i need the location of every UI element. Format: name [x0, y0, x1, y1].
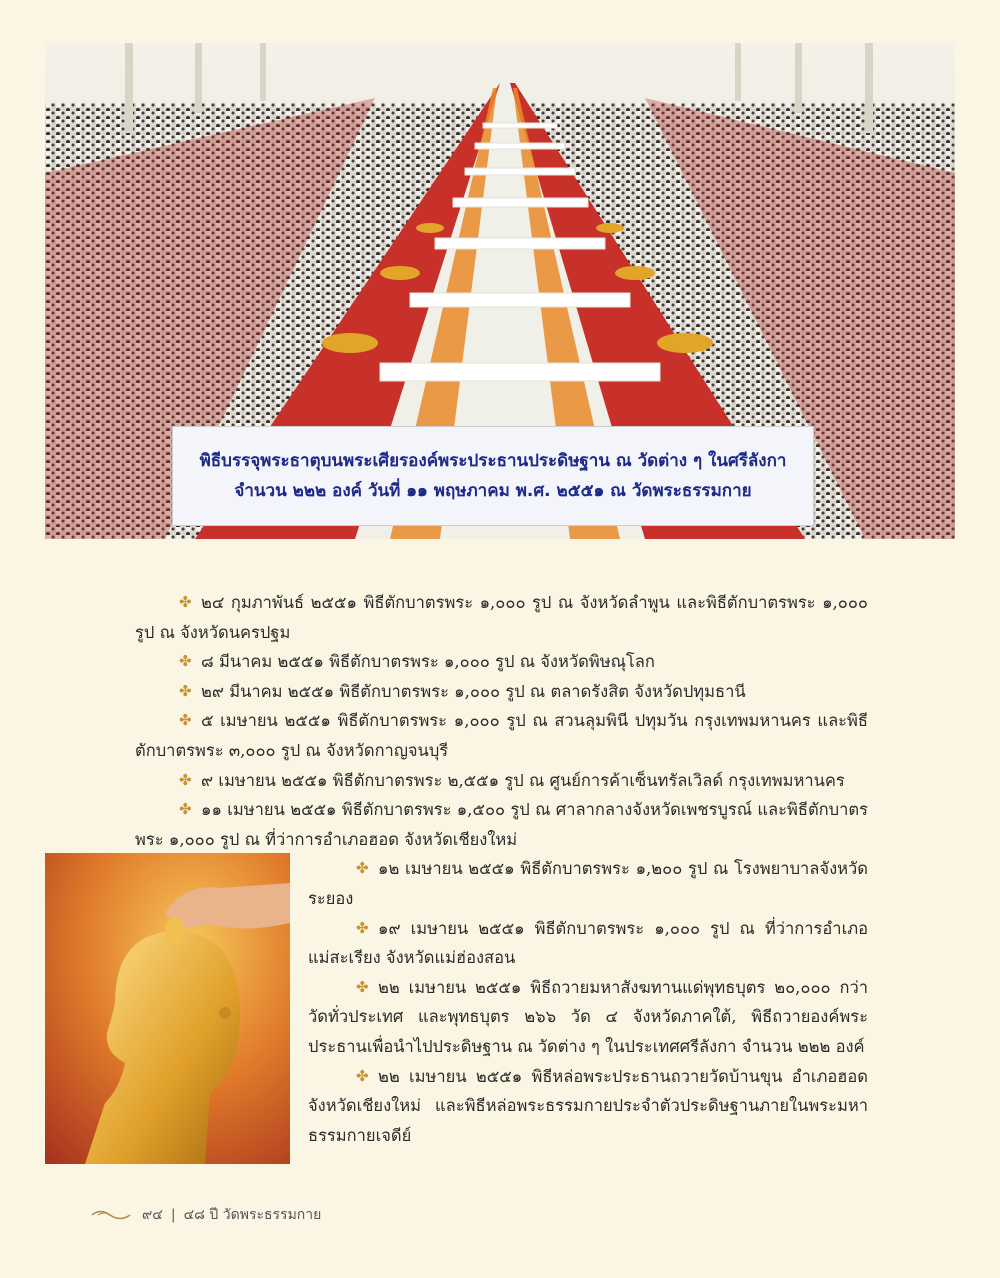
ornament-bullet-icon: ✤ [356, 977, 369, 996]
ornament-bullet-icon: ✤ [179, 681, 192, 700]
paragraph: ✤ ๑๒ เมษายน ๒๕๕๑ พิธีตักบาตรพระ ๑,๒๐๐ รูป ณ โรงพยาบาลจังหวัดระยอง [308, 854, 868, 913]
caption-line-2: จำนวน ๒๒๒ องค์ วันที่ ๑๑ พฤษภาคม พ.ศ. ๒๕๕๑ ณ วัดพระธรรมกาย [234, 481, 752, 501]
paragraph: ✤ ๘ มีนาคม ๒๕๕๑ พิธีตักบาตรพระ ๑,๐๐๐ รูป ณ จังหวัดพิษณุโลก [135, 647, 868, 677]
paragraph: ✤ ๑๑ เมษายน ๒๕๕๑ พิธีตักบาตรพระ ๑,๕๐๐ รูป ณ ศาลากลางจังหวัดเพชรบูรณ์ และพิธีตักบาตรพระ ๑,๐๐๐ รูป ณ ที่ว่าการอำเภอฮอด จังหวัดเชียงใหม่ [135, 795, 868, 854]
ornament-bullet-icon: ✤ [179, 593, 192, 611]
ornament-bullet-icon: ✤ [179, 652, 192, 671]
ornament-bullet-icon: ✤ [179, 770, 192, 789]
paragraph: ✤ ๒๙ มีนาคม ๒๕๕๑ พิธีตักบาตรพระ ๑,๐๐๐ รูป ณ ตลาดรังสิต จังหวัดปทุมธานี [135, 677, 868, 707]
ornament-bullet-icon: ✤ [179, 800, 192, 819]
photo-caption-banner [172, 426, 814, 526]
book-title: ๔๘ ปี วัดพระธรรมกาย [183, 1207, 322, 1223]
page-number: ๙๔ [142, 1207, 163, 1223]
paragraph: ✤ ๒๔ กุมภาพันธ์ ๒๕๕๑ พิธีตักบาตรพระ ๑,๐๐๐ รูป ณ จังหวัดลำพูน และพิธีตักบาตรพระ ๑,๐๐๐ รูป ณ จังหวัดนครปฐม [135, 588, 868, 647]
paragraph: ✤ ๑๙ เมษายน ๒๕๕๑ พิธีตักบาตรพระ ๑,๐๐๐ รูป ณ ที่ว่าการอำเภอแม่สะเรียง จังหวัดแม่ฮ่องสอน [308, 914, 868, 973]
ornament-bullet-icon: ✤ [356, 859, 369, 878]
buddha-statue-photo [45, 853, 290, 1164]
buddha-scene [45, 853, 290, 1164]
paragraph: ✤ ๙ เมษายน ๒๕๕๑ พิธีตักบาตรพระ ๒,๕๕๑ รูป ณ ศูนย์การค้าเซ็นทรัลเวิลด์ กรุงเทพมหานคร [135, 766, 868, 796]
footer-separator: | [170, 1207, 176, 1223]
page-footer [90, 1200, 321, 1230]
ornament-bullet-icon: ✤ [356, 1066, 369, 1085]
ornament-bullet-icon: ✤ [356, 918, 369, 937]
scroll-ornament-icon [90, 1206, 134, 1224]
caption-line-1: พิธีบรรจุพระธาตุบนพระเศียรองค์พระประธานประดิษฐาน ณ วัดต่าง ๆ ในศรีลังกา [199, 451, 787, 471]
paragraph: ✤ ๒๒ เมษายน ๒๕๕๑ พิธีถวายมหาสังฆทานแด่พุทธบุตร ๒๐,๐๐๐ กว่าวัดทั่วประเทศ และพุทธบุตร ๒๖๖ วัด ๔ จังหวัดภาคใต้, พิธีถวายองค์พระประธานเพื่อนำไปประดิษฐาน ณ วัดต่าง ๆ ในประเทศศรีลังกา จำนวน ๒๒๒ องค์ [308, 973, 868, 1062]
paragraph: ✤ ๕ เมษายน ๒๕๕๑ พิธีตักบาตรพระ ๑,๐๐๐ รูป ณ สวนลุมพินี ปทุมวัน กรุงเทพมหานคร และพิธีตักบาตรพระ ๓,๐๐๐ รูป ณ จังหวัดกาญจนบุรี [135, 706, 868, 765]
ornament-bullet-icon: ✤ [179, 711, 192, 730]
paragraph: ✤ ๒๒ เมษายน ๒๕๕๑ พิธีหล่อพระประธานถวายวัดบ้านขุน อำเภอฮอด จังหวัดเชียงใหม่ และพิธีหล่อพระธรรมกายประจำตัวประดิษฐานภายในพระมหาธรรมกายเจดีย์ [308, 1062, 868, 1151]
